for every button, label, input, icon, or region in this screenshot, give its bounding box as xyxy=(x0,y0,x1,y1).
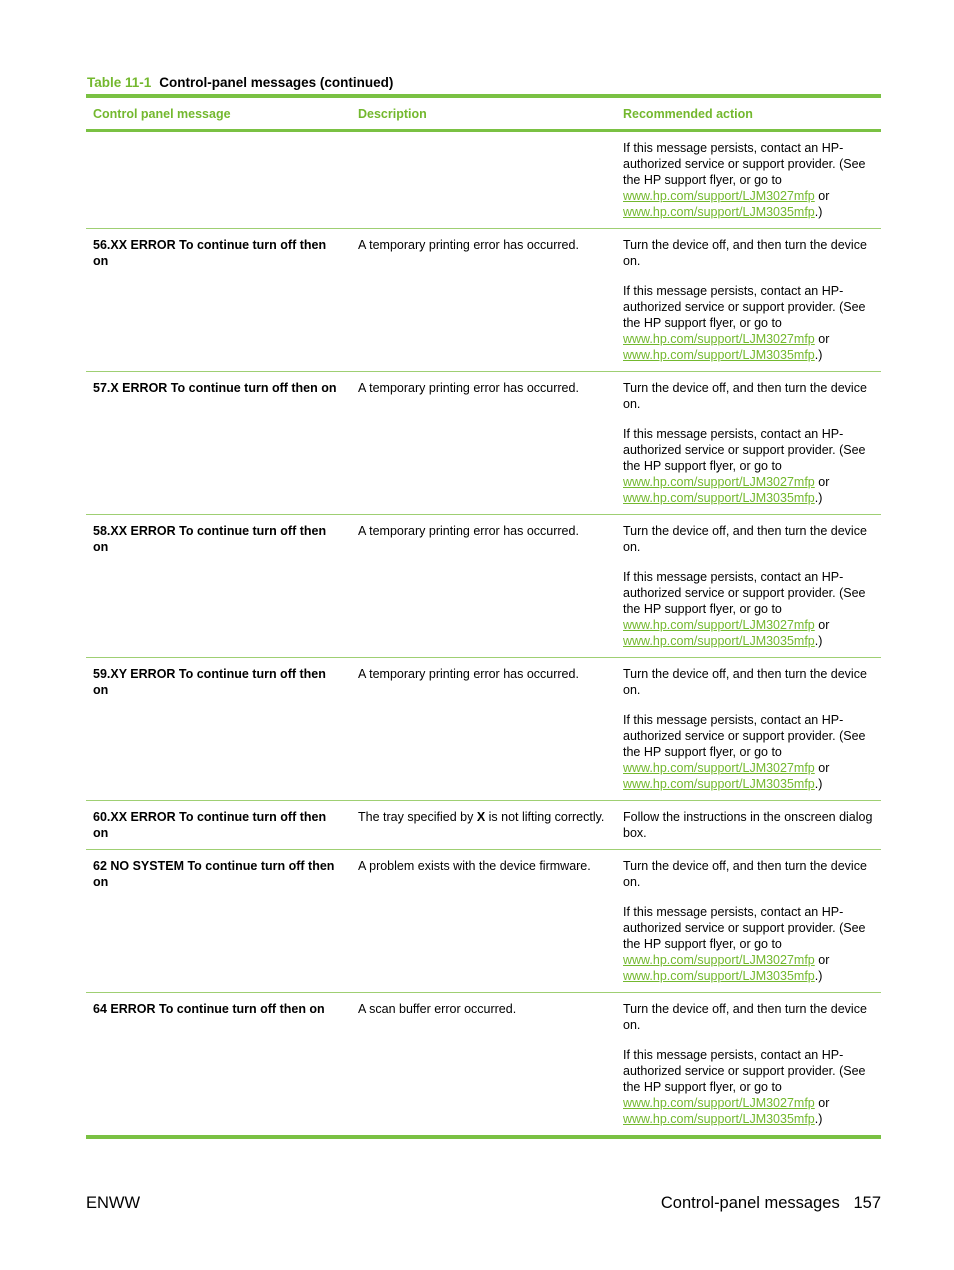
header-description: Description xyxy=(358,106,427,121)
action-cell xyxy=(616,372,881,514)
turn-off-paragraph: Turn the device off, and then turn the device on. xyxy=(623,524,867,554)
footer-right: Control-panel messages 157 xyxy=(660,1194,881,1212)
table-header xyxy=(86,98,881,132)
description-cell xyxy=(351,132,616,228)
table-row xyxy=(86,993,881,1135)
table-row xyxy=(86,229,881,372)
turn-off-paragraph: Turn the device off, and then turn the device on. xyxy=(623,1002,867,1032)
table-row xyxy=(86,372,881,515)
message-cell: 59.XY ERROR To continue turn off then on xyxy=(93,667,326,697)
turn-off-paragraph: Turn the device off, and then turn the device on. xyxy=(623,238,867,268)
table-row xyxy=(86,801,881,850)
action-cell xyxy=(616,229,881,371)
action-paragraph: Follow the instructions in the onscreen dialog box. xyxy=(623,810,873,840)
persists-paragraph: If this message persists, contact an HP-authorized service or support provider. (See the HP support flyer, or go to www.hp.com/support/LJM3027mfp or www.hp.com/support/LJM3035mfp.) xyxy=(623,713,866,791)
persists-paragraph: If this message persists, contact an HP-authorized service or support provider. (See the HP support flyer, or go to www.hp.com/support/LJM3027mfp or www.hp.com/support/LJM3035mfp.) xyxy=(623,141,866,219)
description-cell: A scan buffer error occurred. xyxy=(358,1002,517,1016)
message-cell: 60.XX ERROR To continue turn off then on xyxy=(93,810,327,840)
persists-paragraph: If this message persists, contact an HP-authorized service or support provider. (See the HP support flyer, or go to www.hp.com/support/LJM3027mfp or www.hp.com/support/LJM3035mfp.) xyxy=(623,570,866,648)
message-cell: 64 ERROR To continue turn off then on xyxy=(93,1002,325,1016)
description-cell: A temporary printing error has occurred. xyxy=(358,667,579,681)
action-cell xyxy=(616,850,881,992)
table-number: Table 11-1 xyxy=(87,75,152,90)
description-cell: A problem exists with the device firmware. xyxy=(358,859,591,873)
support-link-3035[interactable]: www.hp.com/support/LJM3035mfp xyxy=(623,205,815,219)
support-link-3027[interactable]: www.hp.com/support/LJM3027mfp xyxy=(623,953,815,967)
message-cell: 57.X ERROR To continue turn off then on xyxy=(93,381,337,395)
description-cell: A temporary printing error has occurred. xyxy=(358,238,579,252)
description-cell: The tray specified by X is not lifting correctly. xyxy=(358,810,605,824)
support-link-3027[interactable]: www.hp.com/support/LJM3027mfp xyxy=(623,761,815,775)
header-action: Recommended action xyxy=(623,106,753,121)
support-link-3027[interactable]: www.hp.com/support/LJM3027mfp xyxy=(623,1096,815,1110)
table-caption xyxy=(87,75,393,91)
table-title: Control-panel messages (continued) xyxy=(159,75,394,90)
message-cell xyxy=(86,132,351,228)
footer-left: ENWW xyxy=(86,1194,141,1212)
support-link-3035[interactable]: www.hp.com/support/LJM3035mfp xyxy=(623,969,815,983)
support-link-3035[interactable]: www.hp.com/support/LJM3035mfp xyxy=(623,777,815,791)
action-cell xyxy=(616,658,881,800)
support-link-3027[interactable]: www.hp.com/support/LJM3027mfp xyxy=(623,618,815,632)
support-link-3027[interactable]: www.hp.com/support/LJM3027mfp xyxy=(623,189,815,203)
persists-paragraph: If this message persists, contact an HP-authorized service or support provider. (See the HP support flyer, or go to www.hp.com/support/LJM3027mfp or www.hp.com/support/LJM3035mfp.) xyxy=(623,1048,866,1126)
control-panel-messages-table xyxy=(86,94,881,1139)
action-cell xyxy=(616,515,881,657)
message-cell: 62 NO SYSTEM To continue turn off then on xyxy=(93,859,335,889)
support-link-3027[interactable]: www.hp.com/support/LJM3027mfp xyxy=(623,332,815,346)
turn-off-paragraph: Turn the device off, and then turn the device on. xyxy=(623,667,867,697)
message-cell: 58.XX ERROR To continue turn off then on xyxy=(93,524,327,554)
support-link-3035[interactable]: www.hp.com/support/LJM3035mfp xyxy=(623,491,815,505)
support-link-3027[interactable]: www.hp.com/support/LJM3027mfp xyxy=(623,475,815,489)
tray-variable: X xyxy=(476,810,486,824)
action-cell xyxy=(616,993,881,1135)
description-cell: A temporary printing error has occurred. xyxy=(358,381,579,395)
header-message: Control panel message xyxy=(93,106,231,121)
support-link-3035[interactable]: www.hp.com/support/LJM3035mfp xyxy=(623,1112,815,1126)
support-link-3035[interactable]: www.hp.com/support/LJM3035mfp xyxy=(623,348,815,362)
table-row xyxy=(86,850,881,993)
message-cell: 56.XX ERROR To continue turn off then on xyxy=(93,238,327,268)
action-cell xyxy=(616,132,881,228)
table-row xyxy=(86,658,881,801)
table-row xyxy=(86,132,881,229)
persists-paragraph: If this message persists, contact an HP-authorized service or support provider. (See the HP support flyer, or go to www.hp.com/support/LJM3027mfp or www.hp.com/support/LJM3035mfp.) xyxy=(623,284,866,362)
turn-off-paragraph: Turn the device off, and then turn the device on. xyxy=(623,859,867,889)
description-cell: A temporary printing error has occurred. xyxy=(358,524,579,538)
persists-paragraph: If this message persists, contact an HP-authorized service or support provider. (See the HP support flyer, or go to www.hp.com/support/LJM3027mfp or www.hp.com/support/LJM3035mfp.) xyxy=(623,427,866,505)
action-cell xyxy=(616,801,881,849)
persists-paragraph: If this message persists, contact an HP-authorized service or support provider. (See the HP support flyer, or go to www.hp.com/support/LJM3027mfp or www.hp.com/support/LJM3035mfp.) xyxy=(623,905,866,983)
support-link-3035[interactable]: www.hp.com/support/LJM3035mfp xyxy=(623,634,815,648)
table-row xyxy=(86,515,881,658)
turn-off-paragraph: Turn the device off, and then turn the device on. xyxy=(623,381,867,411)
